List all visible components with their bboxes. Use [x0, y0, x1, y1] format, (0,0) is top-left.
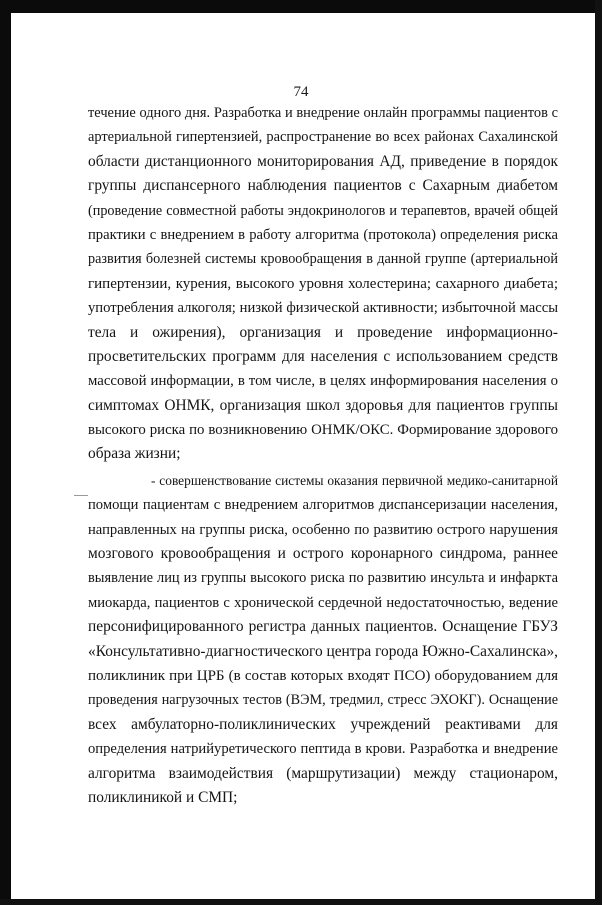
text-line: тела и ожирения), организация и проведение информационно-: [88, 323, 558, 341]
text-line: направленных на группы риска, особенно по развитию острого нарушения: [88, 521, 558, 538]
text-line: употребления алкоголя; низкой физической активности; избыточной массы: [88, 300, 558, 317]
text-line: поликлиникой и СМП;: [88, 788, 238, 806]
text-line: (проведение совместной работы эндокринологов и терапевтов, врачей общей: [88, 202, 558, 219]
page-number: 74: [293, 84, 309, 100]
paragraph-1: [88, 101, 558, 467]
text-line: просветительских программ для населения с использованием средств: [88, 347, 558, 365]
text-line: проведения нагрузочных тестов (ВЭМ, тредмил, стресс ЭХОКГ). Оснащение: [88, 692, 558, 709]
scan-border-right: [595, 0, 602, 905]
text-line: выявление лиц из группы высокого риска по развитию инсульта и инфаркта: [88, 570, 558, 587]
text-line: алгоритма взаимодействия (маршрутизации) между стационаром,: [88, 764, 558, 782]
text-line: области дистанционного мониторирования АД, приведение в порядок: [88, 152, 558, 170]
text-line: развития болезней системы кровообращения в данной группе (артериальной: [88, 251, 558, 268]
scan-border-bottom: [0, 899, 602, 905]
text-line: практики с внедрением в работу алгоритма (протокола) определения риска: [88, 226, 558, 243]
text-line: группы диспансерного наблюдения пациентов с Сахарным диабетом: [88, 177, 558, 195]
text-line: течение одного дня. Разработка и внедрение онлайн программы пациентов с: [88, 105, 558, 121]
text-line: помощи пациентам с внедрением алгоритмов диспансеризации населения,: [88, 497, 558, 514]
text-line: массовой информации, в том числе, в целях информирования населения о: [88, 373, 558, 390]
paragraph-2: [88, 469, 558, 810]
text-line: всех амбулаторно-поликлинических учреждений реактивами для: [88, 715, 558, 733]
text-line: образа жизни;: [88, 445, 181, 463]
scan-border-top: [0, 0, 602, 13]
scan-border-left: [0, 0, 11, 905]
text-line: персонифицированного регистра данных пациентов. Оснащение ГБУЗ: [88, 618, 558, 636]
text-line: - совершенствование системы оказания первичной медико-санитарной: [151, 472, 558, 488]
text-line: «Консультативно-диагностического центра города Южно-Сахалинска»,: [88, 642, 559, 660]
text-line: высокого риска по возникновению ОНМК/ОКС. Формирование здорового: [88, 422, 558, 439]
text-line: определения натрийуретического пептида в крови. Разработка и внедрение: [88, 741, 558, 758]
text-line: мозгового кровообращения и острого коронарного синдрома, раннее: [88, 545, 558, 563]
text-line: миокарда, пациентов с хронической сердечной недостаточностью, ведение: [88, 594, 558, 611]
body-text: [88, 101, 558, 810]
margin-mark: [74, 495, 88, 496]
text-line: поликлиник при ЦРБ (в состав которых входят ПСО) оборудованием для: [88, 667, 558, 684]
text-line: гипертензии, курения, высокого уровня холестерина; сахарного диабета;: [88, 275, 558, 292]
text-line: симптомах ОНМК, организация школ здоровья для пациентов группы: [88, 396, 558, 414]
text-line: артериальной гипертензией, распространение во всех районах Сахалинской: [88, 129, 558, 146]
